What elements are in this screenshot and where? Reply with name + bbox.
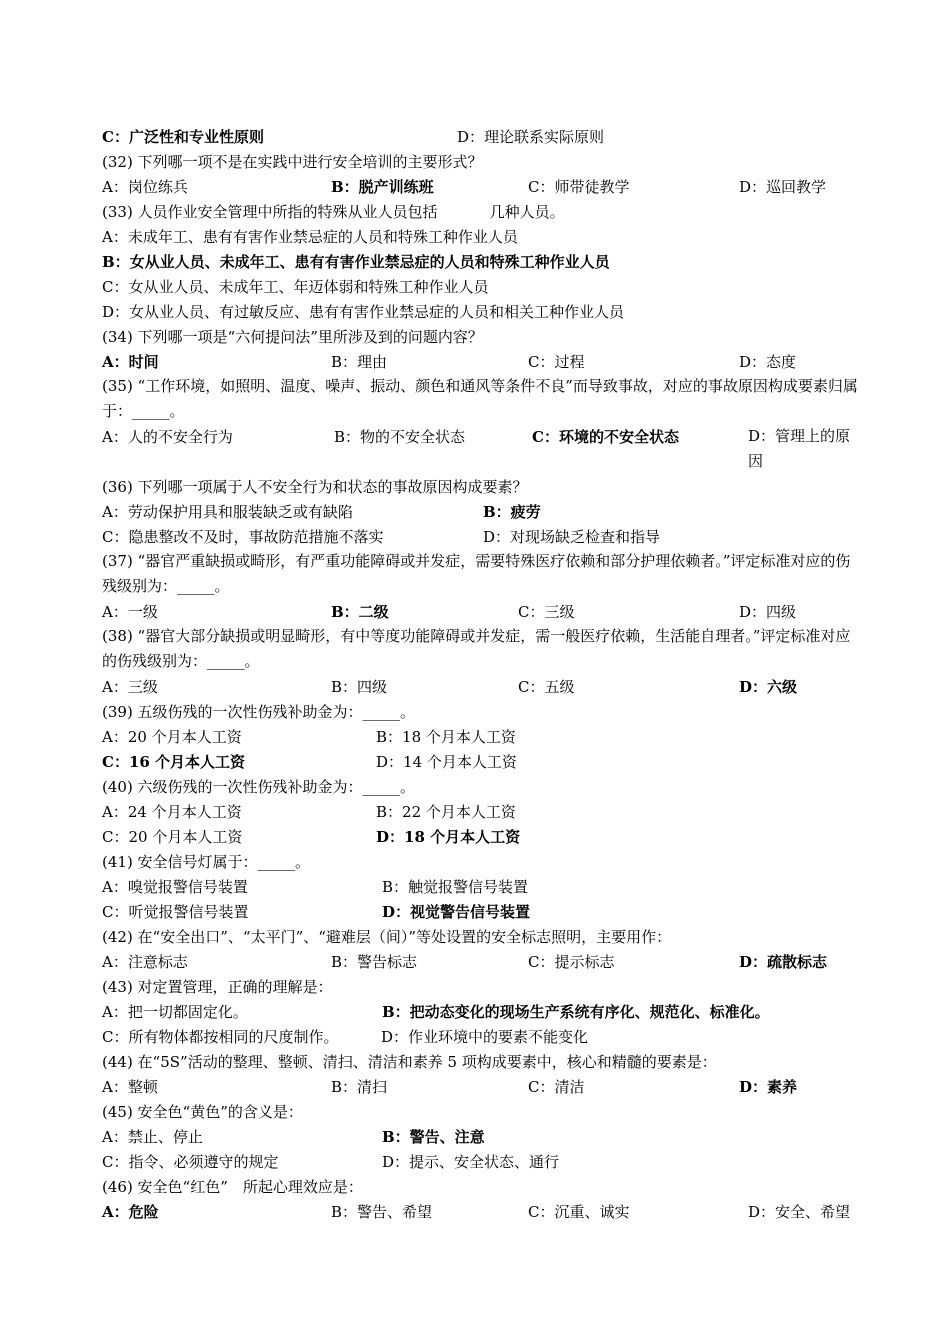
q41-options-row-2 xyxy=(0,899,950,924)
q35-option-a: A：人的不安全行为 xyxy=(102,428,233,446)
q43-option-c: C：所有物体都按相同的尺度制作。 xyxy=(102,1028,339,1046)
q36-option-c: C：隐患整改不及时，事故防范措施不落实 xyxy=(102,528,384,546)
q44-text: (44) 在“5S”活动的整理、整顿、清扫、清洁和素养 5 项构成要素中，核心和精髓的要素是： xyxy=(102,1053,717,1071)
q39-option-c: C：16 个月本人工资 xyxy=(102,753,246,771)
q40-text: (40) 六级伤残的一次性伤残补助金为：_____。 xyxy=(102,778,416,796)
q44-options-row xyxy=(0,1074,950,1099)
q41-option-c: C：听觉报警信号装置 xyxy=(102,903,249,921)
q42-question xyxy=(0,924,950,949)
q45-text: (45) 安全色“黄色”的含义是： xyxy=(102,1103,303,1121)
q46-option-d: D：安全、希望 xyxy=(748,1203,851,1221)
q38-question xyxy=(0,624,950,674)
q34-option-a: A：时间 xyxy=(102,353,159,371)
q33-option-c-row xyxy=(0,274,950,299)
q35-option-d: D：管理上的原因 xyxy=(748,427,851,470)
q34-option-d: D：态度 xyxy=(739,353,797,371)
q35-text: (35) “工作环境，如照明、温度、噪声、振动、颜色和通风等条件不良”而导致事故，对应的事故原因构成要素归属于：_____。 xyxy=(102,377,858,420)
q37-text: (37) “器官严重缺损或畸形，有严重功能障碍或并发症，需要特殊医疗依赖和部分护理依赖者。”评定标准对应的伤残级别为：_____。 xyxy=(102,552,851,595)
q39-options-row-1 xyxy=(0,724,950,749)
q41-option-d: D：视觉警告信号装置 xyxy=(382,903,531,921)
q42-text: (42) 在“安全出口”、“太平门”、“避难层（间）”等处设置的安全标志照明，主要用作： xyxy=(102,928,672,946)
q45-option-c: C：指令、必须遵守的规定 xyxy=(102,1153,279,1171)
q44-option-d: D：素养 xyxy=(739,1078,798,1096)
q42-option-b: B：警告标志 xyxy=(331,953,418,971)
q40-question xyxy=(0,774,950,799)
q39-options-row-2 xyxy=(0,749,950,774)
q33-question xyxy=(0,199,950,224)
q35-option-b: B：物的不安全状态 xyxy=(334,428,466,446)
q36-question xyxy=(0,474,950,499)
q41-option-a: A：嗅觉报警信号装置 xyxy=(102,878,248,896)
q38-option-c: C：五级 xyxy=(518,678,575,696)
q38-option-a: A：三级 xyxy=(102,678,158,696)
q40-option-c: C：20 个月本人工资 xyxy=(102,828,243,846)
q33-option-a: A：未成年工、患有有害作业禁忌症的人员和特殊工种作业人员 xyxy=(102,228,518,246)
q40-options-row-2 xyxy=(0,824,950,849)
q33-option-b-row xyxy=(0,249,950,274)
q39-option-b: B：18 个月本人工资 xyxy=(376,728,516,746)
q40-option-b: B：22 个月本人工资 xyxy=(376,803,516,821)
q37-option-a: A：一级 xyxy=(102,603,158,621)
q33-option-a-row xyxy=(0,224,950,249)
q37-option-c: C：三级 xyxy=(518,603,575,621)
q46-options-row xyxy=(0,1199,950,1224)
q43-question xyxy=(0,974,950,999)
q32-option-b: B：脱产训练班 xyxy=(331,178,434,196)
q43-option-a: A：把一切都固定化。 xyxy=(102,1003,248,1021)
q38-option-b: B：四级 xyxy=(331,678,388,696)
q33-text-after: 几种人员。 xyxy=(489,203,565,221)
q33-option-b: B：女从业人员、未成年工、患有有害作业禁忌症的人员和特殊工种作业人员 xyxy=(102,253,610,271)
q41-text: (41) 安全信号灯属于：_____。 xyxy=(102,853,311,871)
q32-question xyxy=(0,149,950,174)
q35-question xyxy=(0,374,950,424)
q39-option-d: D：14 个月本人工资 xyxy=(376,753,517,771)
q34-text: (34) 下列哪一项是“六何提问法”里所涉及到的问题内容？ xyxy=(102,328,483,346)
q36-option-a: A：劳动保护用具和服装缺乏或有缺陷 xyxy=(102,503,353,521)
q36-option-d: D：对现场缺乏检查和指导 xyxy=(483,528,661,546)
q43-text: (43) 对定置管理，正确的理解是： xyxy=(102,978,333,996)
q36-options-row-2 xyxy=(0,524,950,549)
q40-options-row-1 xyxy=(0,799,950,824)
q31-option-c: C：广泛性和专业性原则 xyxy=(102,128,264,146)
q40-option-d: D：18 个月本人工资 xyxy=(376,828,521,846)
q43-options-row-1 xyxy=(0,999,950,1024)
q37-options-row xyxy=(0,599,950,624)
q46-option-b: B：警告、希望 xyxy=(331,1203,433,1221)
q46-text: (46) 安全色“红色” 所起心理效应是： xyxy=(102,1178,363,1196)
q36-text: (36) 下列哪一项属于人不安全行为和状态的事故原因构成要素？ xyxy=(102,478,528,496)
q44-option-c: C：清洁 xyxy=(528,1078,585,1096)
q45-options-row-1 xyxy=(0,1124,950,1149)
q43-option-d: D：作业环境中的要素不能变化 xyxy=(381,1028,589,1046)
q42-options-row xyxy=(0,949,950,974)
q44-question xyxy=(0,1049,950,1074)
q33-text-before: (33) 人员作业安全管理中所指的特殊从业人员包括 xyxy=(102,203,438,221)
q44-option-b: B：清扫 xyxy=(331,1078,388,1096)
q39-question xyxy=(0,699,950,724)
q46-question xyxy=(0,1174,950,1199)
q46-option-c: C：沉重、诚实 xyxy=(528,1203,630,1221)
q32-options-row xyxy=(0,174,950,199)
q37-option-d: D：四级 xyxy=(739,603,797,621)
q32-text: (32) 下列哪一项不是在实践中进行安全培训的主要形式？ xyxy=(102,153,483,171)
q45-option-a: A：禁止、停止 xyxy=(102,1128,203,1146)
q34-options-row xyxy=(0,349,950,374)
q45-option-d: D：提示、安全状态、通行 xyxy=(382,1153,560,1171)
q41-options-row-1 xyxy=(0,874,950,899)
q45-option-b: B：警告、注意 xyxy=(382,1128,485,1146)
q46-option-a: A：危险 xyxy=(102,1203,159,1221)
q45-options-row-2 xyxy=(0,1149,950,1174)
q42-option-a: A：注意标志 xyxy=(102,953,188,971)
q38-text: (38) “器官大部分缺损或明显畸形，有中等度功能障碍或并发症，需一般医疗依赖，生活能自理者。”评定标准对应的伤残级别为：_____。 xyxy=(102,627,851,670)
q37-option-b: B：二级 xyxy=(331,603,389,621)
q43-option-b: B：把动态变化的现场生产系统有序化、规范化、标准化。 xyxy=(382,1003,770,1021)
q44-option-a: A：整顿 xyxy=(102,1078,158,1096)
q31-option-d: D：理论联系实际原则 xyxy=(457,128,605,146)
q39-text: (39) 五级伤残的一次性伤残补助金为：_____。 xyxy=(102,703,416,721)
q32-option-a: A：岗位练兵 xyxy=(102,178,188,196)
question-document xyxy=(0,124,950,1224)
q41-question xyxy=(0,849,950,874)
q33-option-d-row xyxy=(0,299,950,324)
q32-option-c: C：师带徒教学 xyxy=(528,178,630,196)
q35-options-row xyxy=(0,424,950,474)
q43-options-row-2 xyxy=(0,1024,950,1049)
q31-options-row xyxy=(0,124,950,149)
q41-option-b: B：触觉报警信号装置 xyxy=(382,878,529,896)
q34-option-b: B：理由 xyxy=(331,353,388,371)
q36-options-row-1 xyxy=(0,499,950,524)
q42-option-c: C：提示标志 xyxy=(528,953,615,971)
q32-option-d: D：巡回教学 xyxy=(739,178,827,196)
q39-option-a: A：20 个月本人工资 xyxy=(102,728,242,746)
q40-option-a: A：24 个月本人工资 xyxy=(102,803,242,821)
q36-option-b: B：疲劳 xyxy=(483,503,541,521)
q35-option-c: C：环境的不安全状态 xyxy=(532,428,679,446)
q33-option-d: D：女从业人员、有过敏反应、患有有害作业禁忌症的人员和相关工种作业人员 xyxy=(102,303,625,321)
q33-option-c: C：女从业人员、未成年工、年迈体弱和特殊工种作业人员 xyxy=(102,278,489,296)
q38-option-d: D：六级 xyxy=(739,678,798,696)
q34-question xyxy=(0,324,950,349)
q37-question xyxy=(0,549,950,599)
q38-options-row xyxy=(0,674,950,699)
q33-text xyxy=(102,201,862,222)
q34-option-c: C：过程 xyxy=(528,353,585,371)
q45-question xyxy=(0,1099,950,1124)
q42-option-d: D：疏散标志 xyxy=(739,953,828,971)
